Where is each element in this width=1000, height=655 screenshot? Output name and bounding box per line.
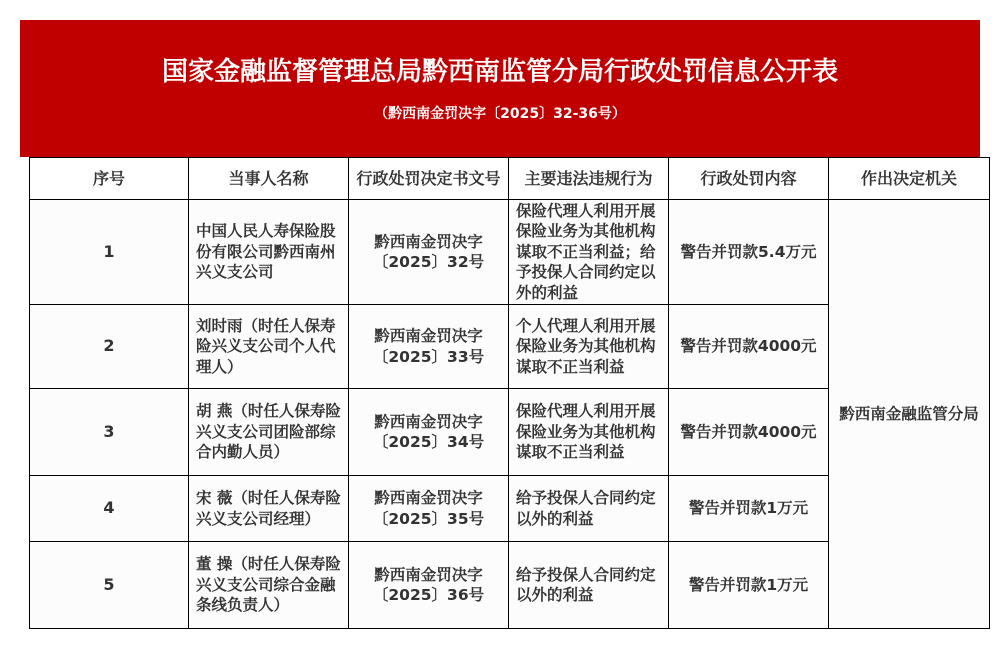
cell-party: 中国人民人寿保险股份有限公司黔西南州兴义支公司: [189, 200, 349, 305]
cell-violation: 保险代理人利用开展保险业务为其他机构谋取不正当利益；给予投保人合同约定以外的利益: [509, 200, 669, 305]
cell-seq: 2: [30, 305, 189, 389]
cell-violation: 给予投保人合同约定以外的利益: [509, 542, 669, 629]
header-banner: [20, 20, 980, 157]
column-header-party: 当事人名称: [189, 158, 349, 200]
cell-violation: 个人代理人利用开展保险业务为其他机构谋取不正当利益: [509, 305, 669, 389]
cell-seq: 3: [30, 389, 189, 476]
cell-party: 胡 燕（时任人保寿险兴义支公司团险部综合内勤人员）: [189, 389, 349, 476]
cell-penalty: 警告并罚款4000元: [669, 389, 829, 476]
cell-penalty: 警告并罚款5.4万元: [669, 200, 829, 305]
column-header-decision-no: 行政处罚决定书文号: [349, 158, 509, 200]
penalty-table: [29, 157, 990, 629]
cell-decision-no: 黔西南金罚决字〔2025〕33号: [349, 305, 509, 389]
column-header-authority: 作出决定机关: [829, 158, 990, 200]
cell-decision-no: 黔西南金罚决字〔2025〕34号: [349, 389, 509, 476]
cell-authority: 黔西南金融监管分局: [829, 200, 990, 629]
cell-seq: 1: [30, 200, 189, 305]
table-header-row: [30, 158, 990, 200]
cell-penalty: 警告并罚款4000元: [669, 305, 829, 389]
column-header-seq: 序号: [30, 158, 189, 200]
cell-penalty: 警告并罚款1万元: [669, 542, 829, 629]
cell-violation: 保险代理人利用开展保险业务为其他机构谋取不正当利益: [509, 389, 669, 476]
cell-seq: 4: [30, 476, 189, 542]
column-header-penalty: 行政处罚内容: [669, 158, 829, 200]
cell-party: 宋 薇（时任人保寿险兴义支公司经理）: [189, 476, 349, 542]
page-title: 国家金融监督管理总局黔西南监管分局行政处罚信息公开表: [161, 57, 838, 87]
cell-decision-no: 黔西南金罚决字〔2025〕35号: [349, 476, 509, 542]
table-row: [30, 200, 990, 305]
cell-seq: 5: [30, 542, 189, 629]
cell-penalty: 警告并罚款1万元: [669, 476, 829, 542]
page-subtitle: （黔西南金罚决字〔2025〕32-36号）: [374, 106, 626, 122]
cell-party: 董 操（时任人保寿险兴义支公司综合金融条线负责人）: [189, 542, 349, 629]
column-header-violation: 主要违法违规行为: [509, 158, 669, 200]
cell-violation: 给予投保人合同约定以外的利益: [509, 476, 669, 542]
cell-party: 刘时雨（时任人保寿险兴义支公司个人代理人）: [189, 305, 349, 389]
cell-decision-no: 黔西南金罚决字〔2025〕32号: [349, 200, 509, 305]
cell-decision-no: 黔西南金罚决字〔2025〕36号: [349, 542, 509, 629]
